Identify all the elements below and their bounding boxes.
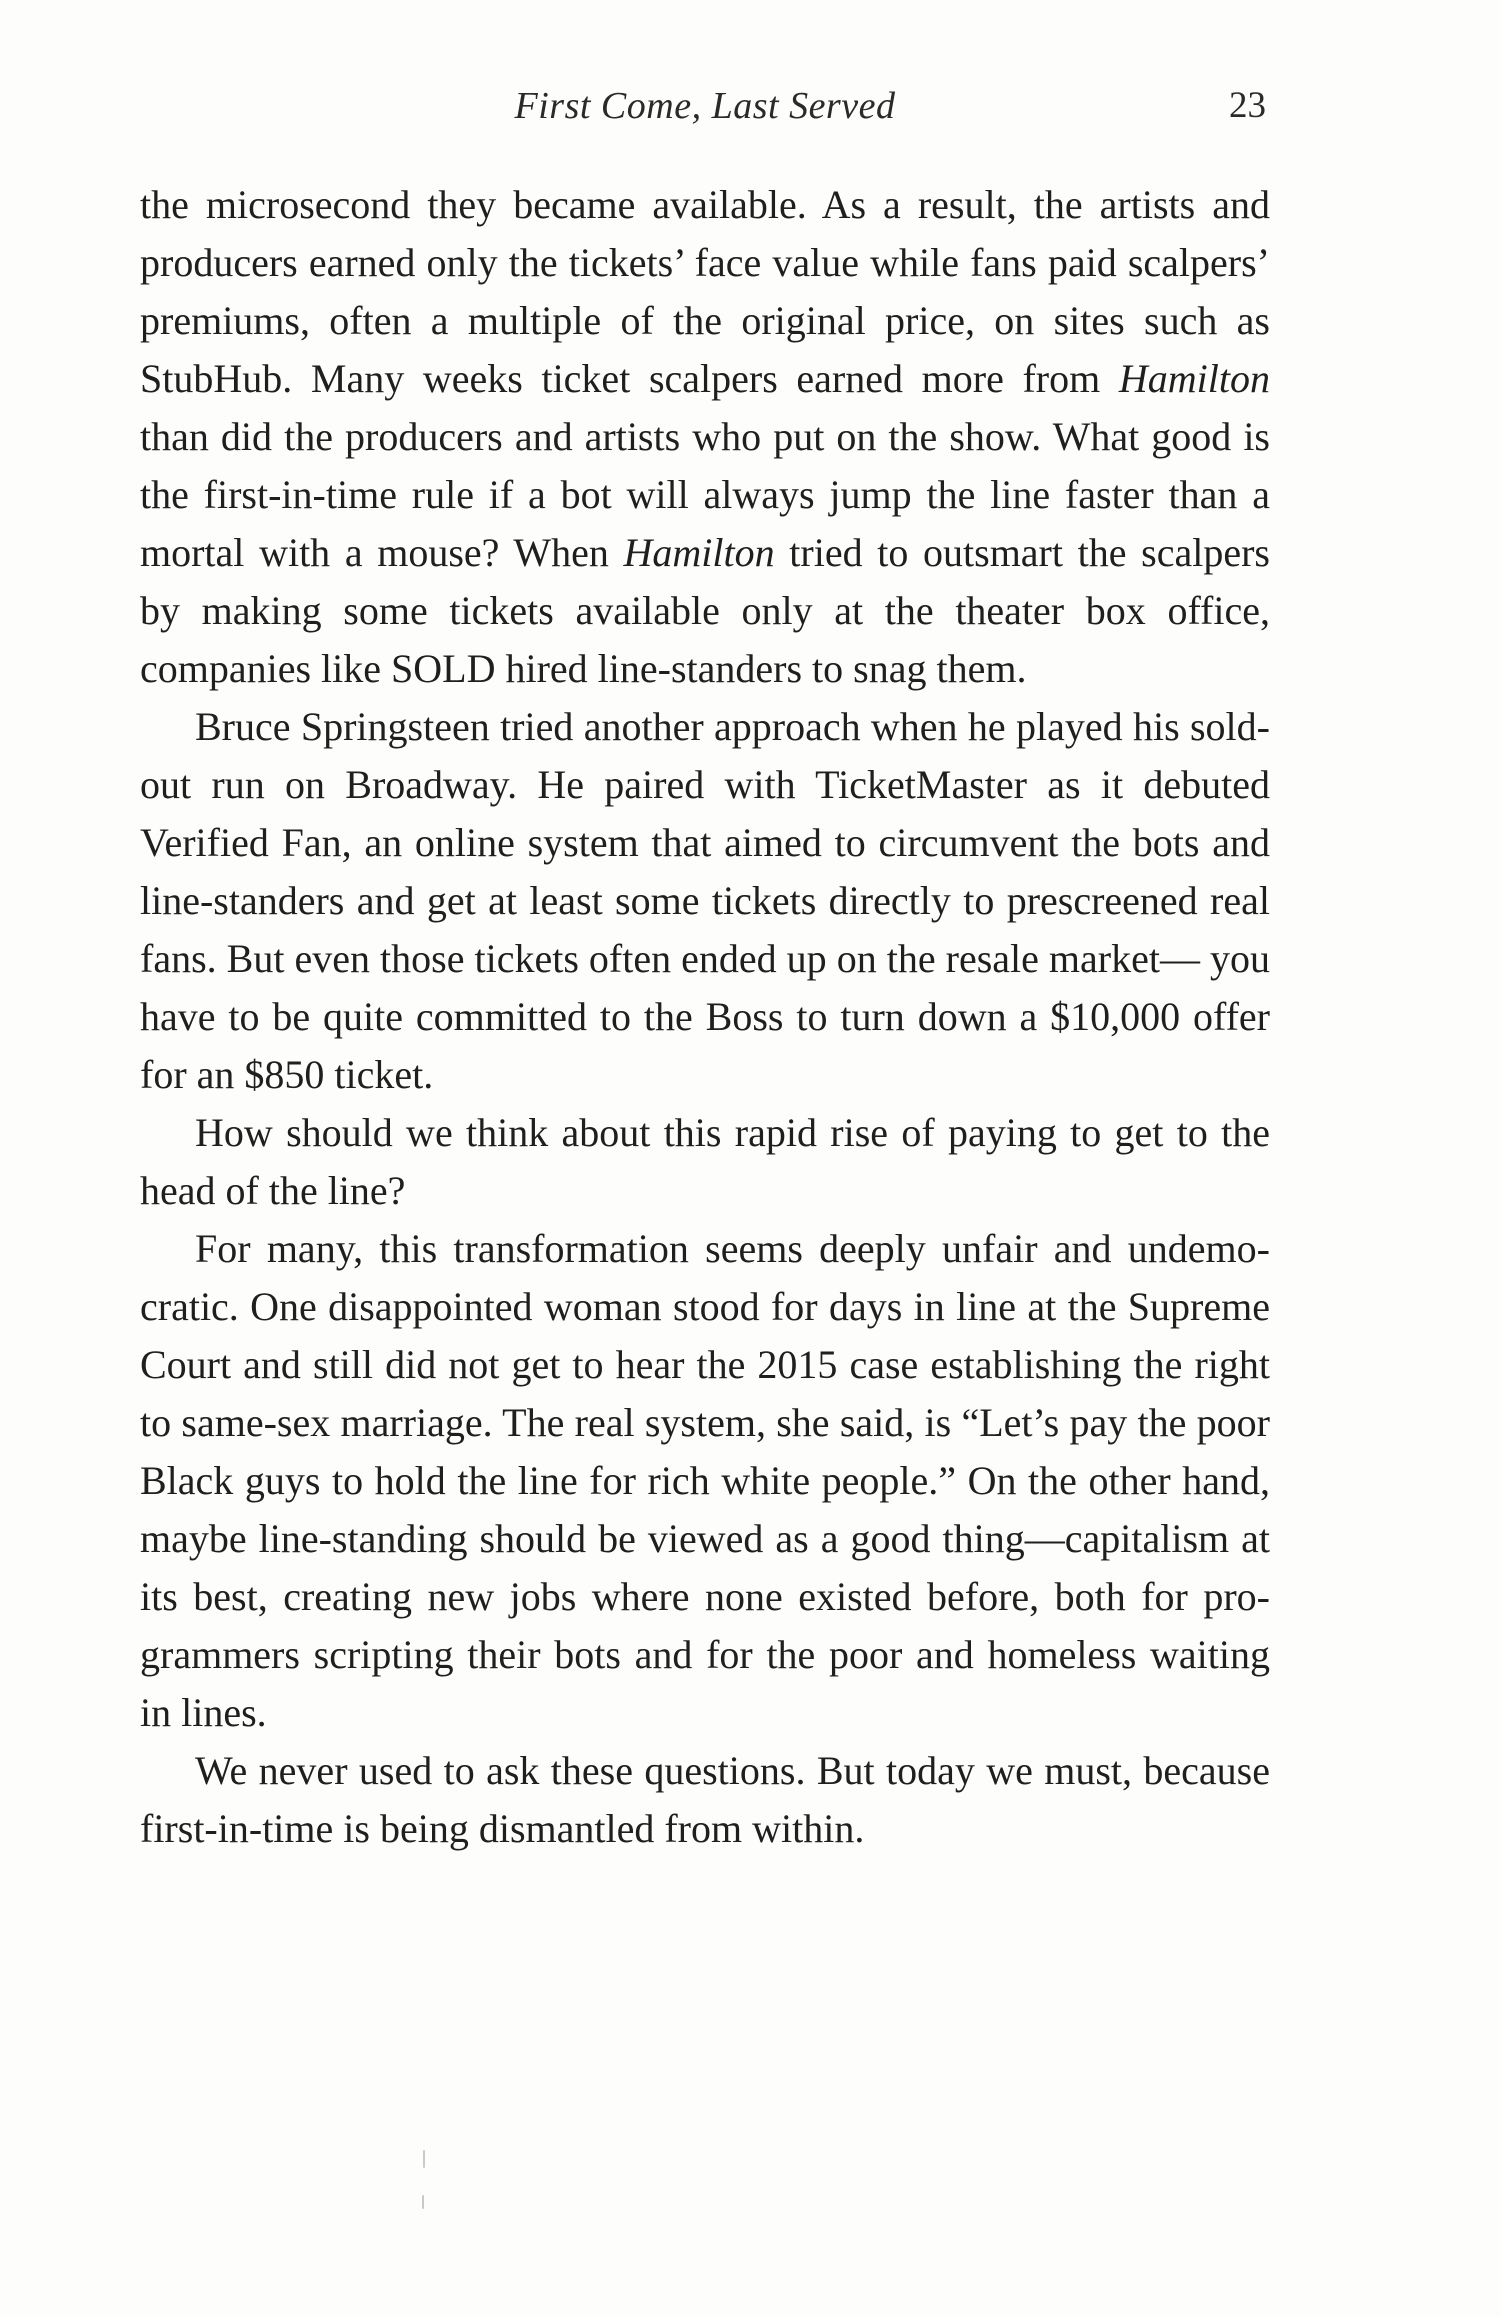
paragraph: We never used to ask these questions. But today we must, because first-in-time is being dismantled from within. (140, 1748, 1270, 1851)
italic-title: Hamilton (1118, 356, 1270, 401)
paragraph: Bruce Springsteen tried another approach when he played his sold-out run on Broadway. He paired with TicketMaster as it debuted Verified Fan, an online system that aimed to circumvent the bots and line-standers and get at least some tickets directly to prescreened real fans. But even those tickets often ended up on the resale market— you have to be quite committed to the Boss to turn down a $10,000 offer for an $850 ticket. (140, 704, 1270, 1097)
scan-speck (423, 2150, 425, 2168)
paragraph: How should we think about this rapid rise of paying to get to the head of the line? (140, 1110, 1270, 1213)
paragraph-text: the microsecond they became available. As a result, the artists and producers earned only the tickets’ face value while fans paid scalpers’ premiums, often a multiple of the original price, on sites such as StubHub. Many weeks ticket scalpers earned more from (140, 182, 1270, 401)
page-number: 23 (1229, 85, 1266, 126)
paragraph-continued (140, 176, 1270, 698)
paragraph-text: tried to outsmart the scalpers by making some tickets available only at the theater box office, companies like SOLD hired line-standers to snag them. (140, 530, 1270, 691)
scan-speck (422, 2195, 424, 2209)
paragraph-text: than did the producers and artists who put on the show. What good is the first-in-time rule if a bot will always jump the line faster than a mortal with a mouse? When (140, 414, 1270, 575)
running-title: First Come, Last Served (514, 85, 896, 127)
running-head (140, 76, 1270, 136)
italic-title: Hamilton (623, 530, 775, 575)
paragraph: For many, this transformation seems deeply unfair and undemocratic. One disappointed woman stood for days in line at the Supreme Court and still did not get to hear the 2015 case establishing the right to same-sex marriage. The real system, she said, is “Let’s pay the poor Black guys to hold the line for rich white people.” On the other hand, maybe line-standing should be viewed as a good thing—capitalism at its best, creating new jobs where none existed before, both for programmers scripting their bots and for the poor and homeless waiting in lines. (140, 1226, 1270, 1735)
body-text (140, 176, 1270, 1858)
